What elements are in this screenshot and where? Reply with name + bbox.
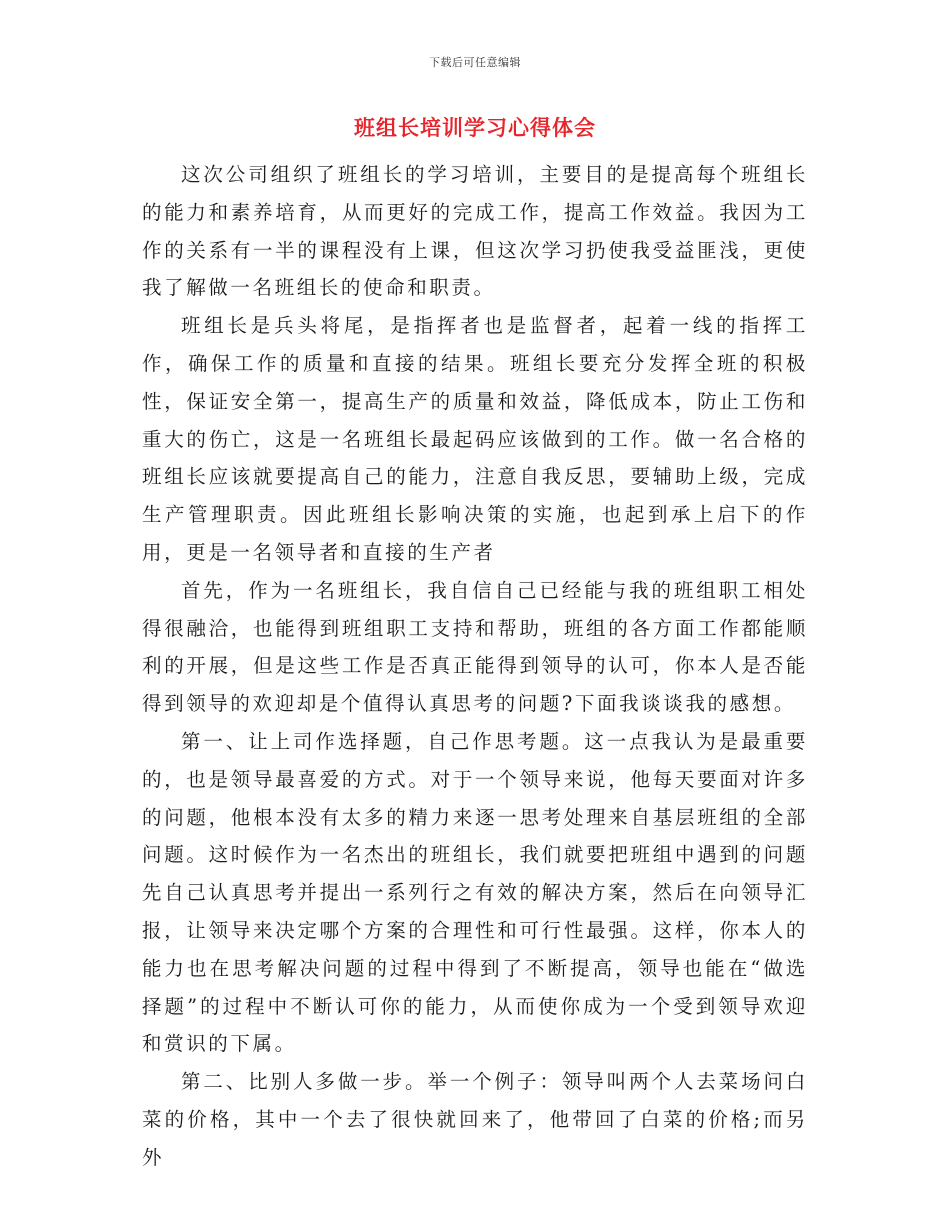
paragraph: 第一、让上司作选择题，自己作思考题。这一点我认为是最重要的，也是领导最喜爱的方式。对于一个领导来说，他每天要面对许多的问题，他根本没有太多的精力来逐一思考处理来自基层班组的全部问题。这时候作为一名杰出的班组长，我们就要把班组中遇到的问题先自己认真思考并提出一系列行之有效的解决方案，然后在向领导汇报，让领导来决定哪个方案的合理性和可行性最强。这样，你本人的能力也在思考解决问题的过程中得到了不断提高，领导也能在“做选择题”的过程中不断认可你的能力，从而使你成为一个受到领导欢迎和赏识的下属。 — [142, 729, 808, 1056]
paragraph: 第二、比别人多做一步。举一个例子：领导叫两个人去菜场问白菜的价格，其中一个去了很快就回来了，他带回了白菜的价格;而另外 — [142, 1070, 808, 1169]
paragraph: 首先，作为一名班组长，我自信自己已经能与我的班组职工相处得很融洽，也能得到班组职工支持和帮助，班组的各方面工作都能顺利的开展，但是这些工作是否真正能得到领导的认可，你本人是否能得到领导的欢迎却是个值得认真思考的问题?下面我谈谈我的感想。 — [142, 578, 808, 716]
paragraph: 这次公司组织了班组长的学习培训，主要目的是提高每个班组长的能力和素养培育，从而更好的完成工作，提高工作效益。我因为工作的关系有一半的课程没有上课，但这次学习扔使我受益匪浅，更使我了解做一名班组长的使命和职责。 — [142, 163, 808, 300]
header-note: 下载后可任意编辑 — [429, 56, 521, 69]
paragraph: 班组长是兵头将尾，是指挥者也是监督者，起着一线的指挥工作，确保工作的质量和直接的结果。班组长要充分发挥全班的积极性，保证安全第一，提高生产的质量和效益，降低成本，防止工伤和重大的伤亡，这是一名班组长最起码应该做到的工作。做一名合格的班组长应该就要提高自己的能力，注意自我反思，要辅助上级，完成生产管理职责。因此班组长影响决策的实施，也起到承上启下的作用，更是一名领导者和直接的生产者 — [142, 314, 808, 564]
document-body — [142, 156, 808, 1177]
document-title: 班组长培训学习心得体会 — [354, 116, 596, 140]
